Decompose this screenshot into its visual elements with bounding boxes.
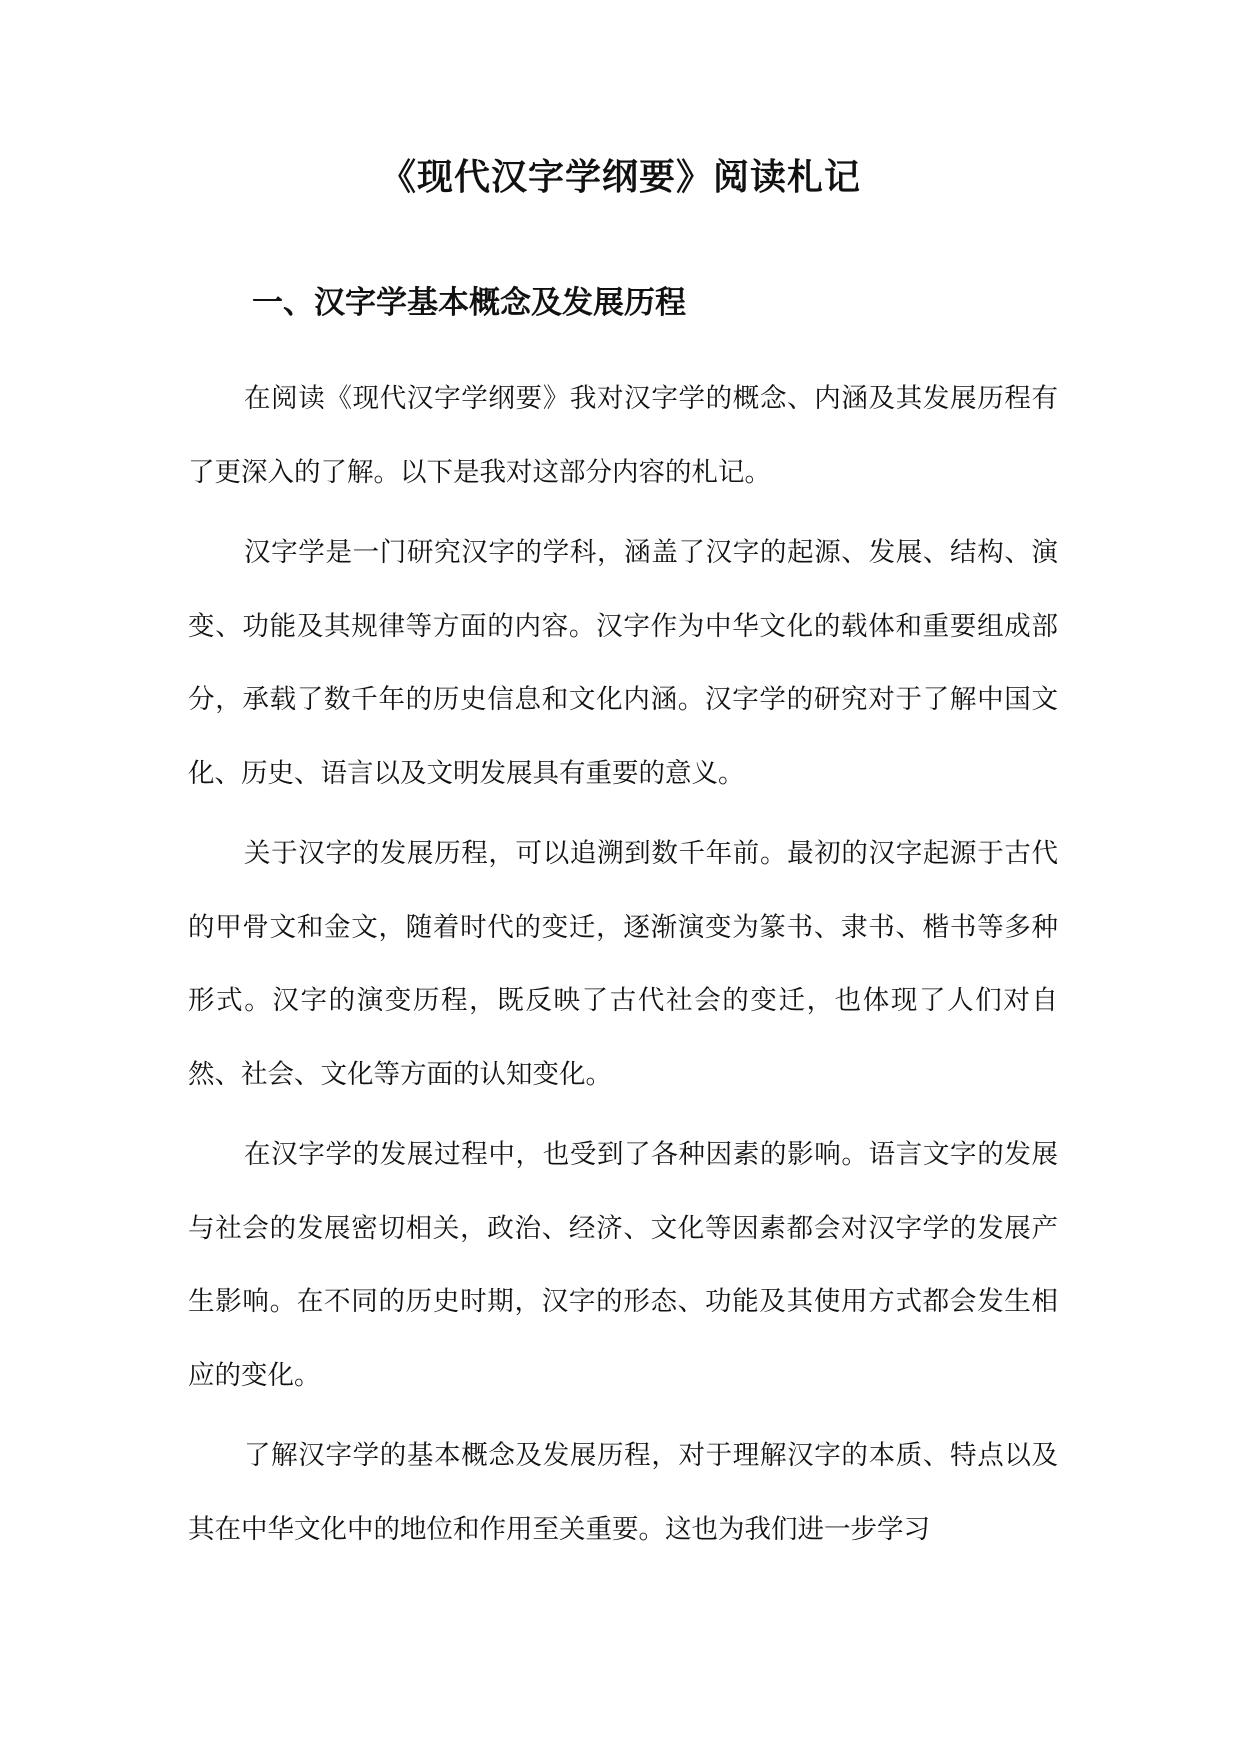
document-body bbox=[188, 362, 1058, 1573]
paragraph-3: 关于汉字的发展历程，可以追溯到数千年前。最初的汉字起源于古代的甲骨文和金文，随着时代的变迁，逐渐演变为篆书、隶书、楷书等多种形式。汉字的演变历程，既反映了古代社会的变迁，也体现了人们对自然、社会、文化等方面的认知变化。 bbox=[188, 838, 1058, 1090]
paragraph-1: 在阅读《现代汉字学纲要》我对汉字学的概念、内涵及其发展历程有了更深入的了解。以下是我对这部分内容的札记。 bbox=[188, 383, 1058, 488]
section-heading: 一、汉字学基本概念及发展历程 bbox=[252, 285, 686, 321]
document-title: 《现代汉字学纲要》阅读札记 bbox=[379, 157, 861, 198]
paragraph-2: 汉字学是一门研究汉字的学科，涵盖了汉字的起源、发展、结构、演变、功能及其规律等方面的内容。汉字作为中华文化的载体和重要组成部分，承载了数千年的历史信息和文化内涵。汉字学的研究对于了解中国文化、历史、语言以及文明发展具有重要的意义。 bbox=[188, 537, 1058, 789]
paragraph-5: 了解汉字学的基本概念及发展历程，对于理解汉字的本质、特点以及其在中华文化中的地位和作用至关重要。这也为我们进一步学习 bbox=[188, 1440, 1058, 1545]
paragraph-4: 在汉字学的发展过程中，也受到了各种因素的影响。语言文字的发展与社会的发展密切相关，政治、经济、文化等因素都会对汉字学的发展产生影响。在不同的历史时期，汉字的形态、功能及其使用方式都会发生相应的变化。 bbox=[188, 1139, 1058, 1391]
